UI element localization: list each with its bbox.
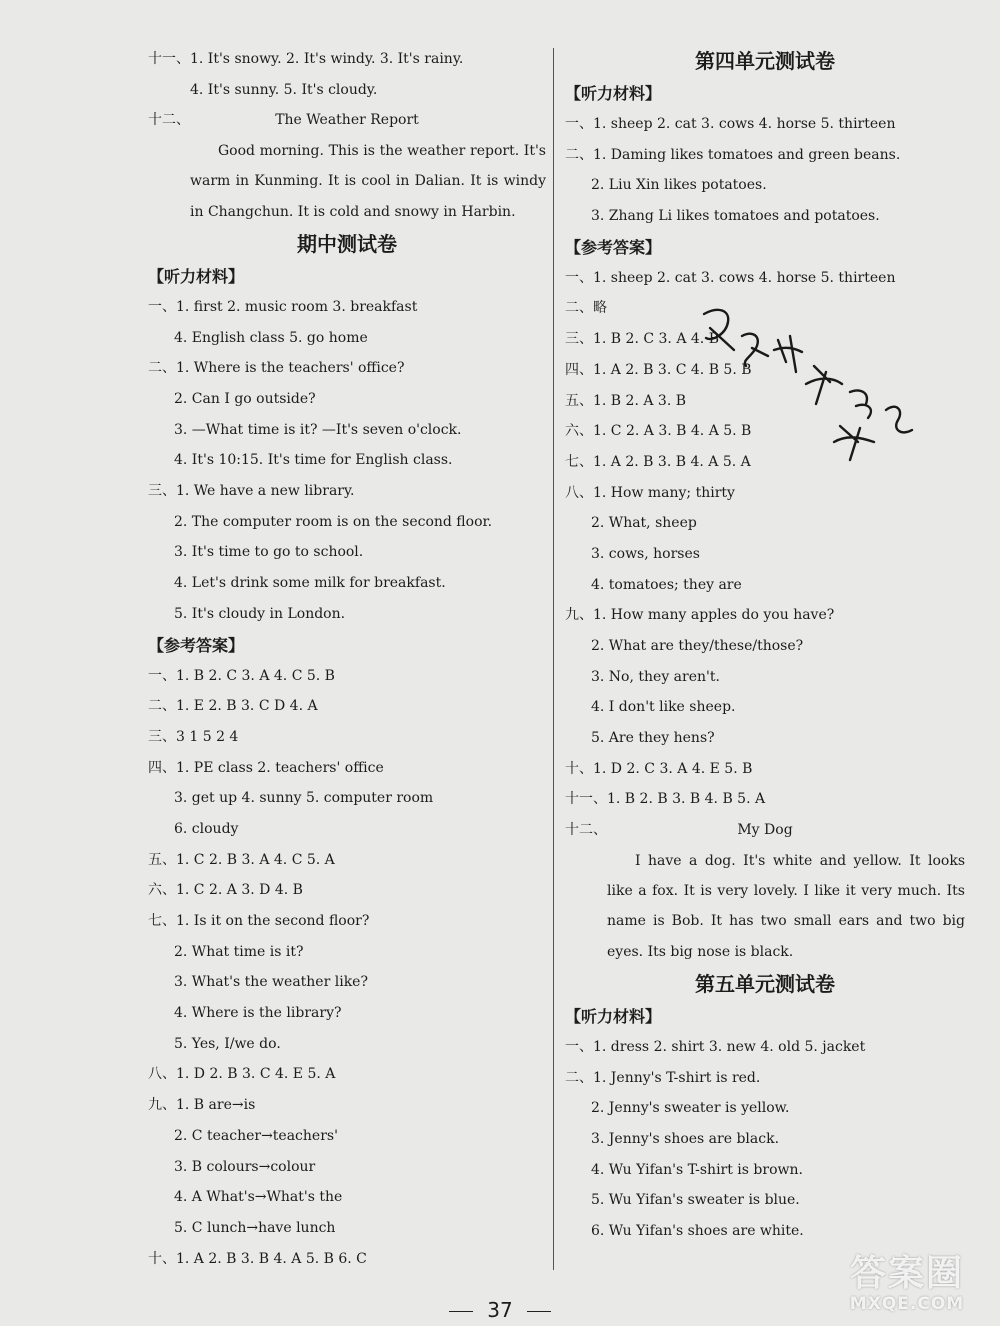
answer-line: 七、1. Is it on the second floor? [148,913,370,930]
answer-line: 2. Can I go outside? [174,391,316,408]
passage-title-line [148,105,546,136]
answer-line: 4. tomatoes; they are [591,576,742,593]
answer-line: 七、1. A 2. B 3. B 4. A 5. A [565,453,751,470]
answer-line: 5. Are they hens? [591,730,715,747]
answer-line: 4. English class 5. go home [174,329,368,346]
passage-text: Good morning. This is the weather report. It's warm in Kunming. It is cool in Dalian. It is windy in Changchun. It is cold and snowy in Harbin. [190,143,546,220]
answer-line: 3. B colours→colour [174,1158,316,1175]
handwritten-scribble [690,292,940,472]
answer-line: 五、1. B 2. A 3. B [565,392,687,409]
answer-line: 八、1. D 2. B 3. C 4. E 5. A [148,1066,336,1083]
answer-line: 2. What, sheep [591,515,697,532]
dash-right [527,1311,551,1312]
answer-line: 十一、1. B 2. B 3. B 4. B 5. A [565,791,766,808]
answer-line: 三、1. We have a new library. [148,483,355,500]
passage-title-line [565,815,965,846]
answer-line: 一、1. B 2. C 3. A 4. C 5. B [148,667,335,684]
answer-line: 2. Liu Xin likes potatoes. [591,177,767,194]
answer-line: 6. cloudy [174,820,239,837]
section-number: 十二、 [148,112,190,129]
answer-line: 5. C lunch→have lunch [174,1219,336,1236]
answer-line: 六、1. C 2. A 3. B 4. A 5. B [565,423,752,440]
subsection-header: 【参考答案】 [148,635,245,655]
answer-line: 八、1. How many; thirty [565,484,735,501]
answer-line: 5. Yes, I/we do. [174,1035,281,1052]
answer-line: 3. No, they aren't. [591,668,720,685]
answer-line: 4. A What's→What's the [174,1189,343,1206]
answer-line: 九、1. How many apples do you have? [565,607,835,624]
answer-line: 4. I don't like sheep. [591,699,736,716]
answer-line: 2. C teacher→teachers' [174,1127,338,1144]
answer-line: 5. It's cloudy in London. [174,605,346,622]
subsection-header: 【听力材料】 [565,1007,662,1026]
answer-line: 二、1. E 2. B 3. C D 4. A [148,698,318,715]
subsection-header: 【听力材料】 [148,266,245,286]
answer-line: 4. It's sunny. 5. It's cloudy. [190,81,378,98]
watermark-url: MXQE.COM [849,1294,965,1314]
answer-line: 一、1. first 2. music room 3. breakfast [148,298,418,315]
section-title: 期中测试卷 [297,231,397,256]
passage-title: The Weather Report [275,112,419,129]
answer-line: 3. Jenny's shoes are black. [591,1131,780,1148]
subsection-header: 【参考答案】 [565,237,662,257]
answer-line: 2. The computer room is on the second floor. [174,513,493,530]
right-column [565,44,965,1247]
answer-line: 4. It's 10:15. It's time for English class. [174,452,453,469]
answer-line: 九、1. B are→is [148,1097,256,1114]
answer-line: 3. Zhang Li likes tomatoes and potatoes. [591,208,880,225]
answer-line: 三、3 1 5 2 4 [148,728,239,745]
answer-line: 4. Where is the library? [174,1005,342,1022]
answer-line: 三、1. B 2. C 3. A 4. B [565,331,719,348]
answer-line: 2. What time is it? [174,943,304,960]
passage-title: My Dog [737,822,793,839]
answer-line: 一、1. sheep 2. cat 3. cows 4. horse 5. thirteen [565,116,896,132]
watermark-text: 答案圈 [849,1253,964,1294]
answer-line: 3. get up 4. sunny 5. computer room [174,790,434,807]
column-divider [553,48,554,1270]
answer-line: 4. Let's drink some milk for breakfast. [174,575,446,592]
answer-line: 五、1. C 2. B 3. A 4. C 5. A [148,851,335,868]
answer-line: 一、1. dress 2. shirt 3. new 4. old 5. jacket [565,1039,866,1055]
answer-line: 二、略 [565,300,607,317]
watermark-logo [822,1254,992,1320]
answer-line: 6. Wu Yifan's shoes are white. [591,1223,804,1240]
subsection-header: 【听力材料】 [565,84,662,103]
answer-line: 2. Jenny's sweater is yellow. [591,1100,790,1117]
answer-line: 十、1. D 2. C 3. A 4. E 5. B [565,760,753,777]
answer-line: 二、1. Where is the teachers' office? [148,360,405,377]
section-title: 第五单元测试卷 [695,972,835,996]
answer-line: 四、1. PE class 2. teachers' office [148,759,384,776]
answer-line: 4. Wu Yifan's T-shirt is brown. [591,1161,803,1178]
answer-line: 3. It's time to go to school. [174,544,364,561]
answer-line: 2. What are they/these/those? [591,638,804,654]
answer-line: 3. cows, horses [591,545,700,562]
answer-line: 一、1. sheep 2. cat 3. cows 4. horse 5. thirteen [565,269,896,286]
left-column [148,44,546,1274]
passage-text: I have a dog. It's white and yellow. It looks like a fox. It is very lovely. I like it very much. Its name is Bob. It has two small ears and two big eyes. Its big nose is black. [607,852,965,960]
answer-line: 十、1. A 2. B 3. B 4. A 5. B 6. C [148,1250,367,1267]
section-title: 第四单元测试卷 [695,49,835,73]
answer-line: 二、1. Daming likes tomatoes and green beans. [565,146,901,163]
answer-line: 3. What's the weather like? [174,974,368,991]
answer-line: 二、1. Jenny's T-shirt is red. [565,1069,761,1086]
answer-line: 5. Wu Yifan's sweater is blue. [591,1192,800,1209]
answer-line: 十一、1. It's snowy. 2. It's windy. 3. It's rainy. [148,51,464,67]
dash-left [449,1311,473,1312]
answer-line: 四、1. A 2. B 3. C 4. B 5. B [565,361,752,378]
answer-line: 六、1. C 2. A 3. D 4. B [148,882,303,899]
section-number: 十二、 [565,822,607,839]
answer-line: 3. —What time is it? —It's seven o'clock. [174,421,462,438]
page-number: 37 [487,1298,513,1322]
